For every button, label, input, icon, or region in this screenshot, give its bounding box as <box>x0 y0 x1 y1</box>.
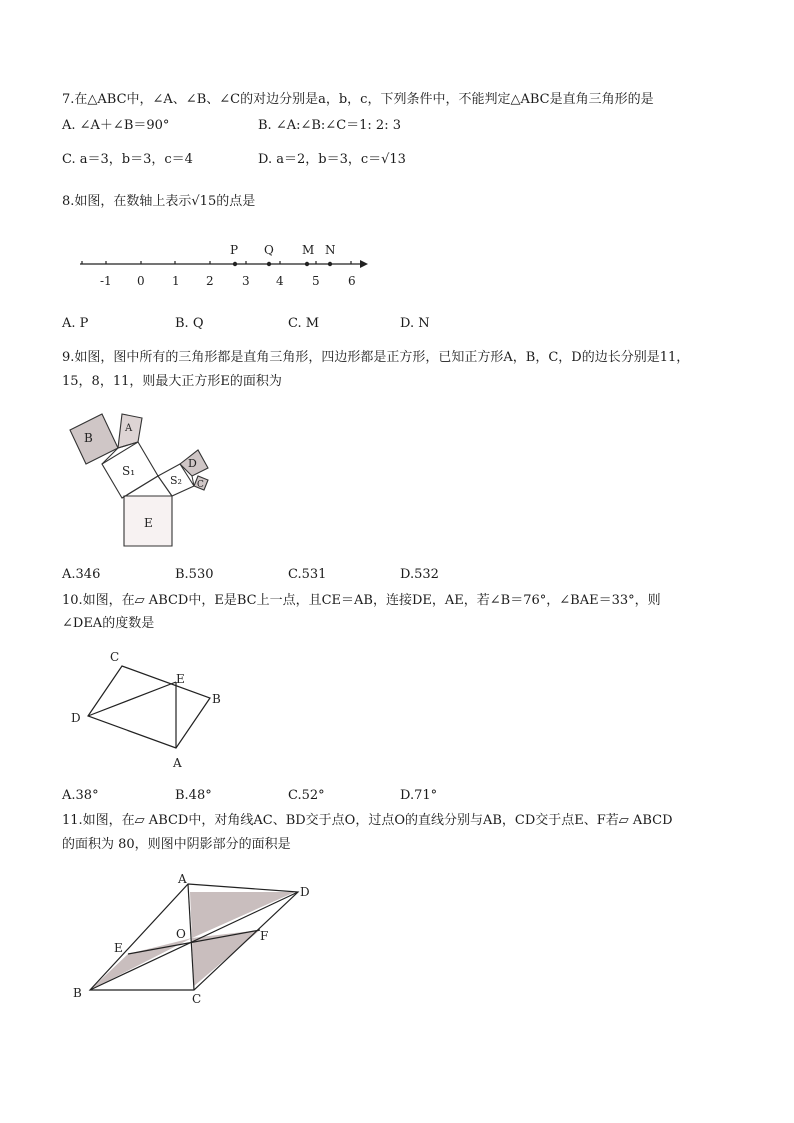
q9-option-a: A.346 <box>62 567 101 582</box>
q11-label-f: F <box>260 929 269 943</box>
q7-option-d: D. a＝2，b＝3，c＝√13 <box>258 152 406 167</box>
q8-tick-label: 6 <box>348 274 356 288</box>
q8-point-n <box>328 262 332 266</box>
q9-squares-figure <box>60 402 230 552</box>
q8-tick-label: 0 <box>137 274 145 288</box>
q8-tick-label: 1 <box>172 274 180 288</box>
q8-tick-label: 3 <box>242 274 250 288</box>
q9-label-c: C <box>197 480 204 490</box>
q11-label-o: O <box>176 927 186 941</box>
q10-stem-line1: 10.如图，在▱ ABCD中，E是BC上一点，且CE＝AB，连接DE，AE，若∠B＝76°，∠BAE＝33°，则 <box>62 593 661 608</box>
q11-label-c: C <box>192 992 202 1006</box>
q9-label-a: A <box>125 423 133 434</box>
q8-point-label: Q <box>264 243 274 257</box>
q8-option-b: B. Q <box>175 316 204 331</box>
q8-point-label: P <box>230 243 239 257</box>
q11-parallelogram-figure <box>60 870 330 1010</box>
q11-label-e: E <box>114 941 123 955</box>
q8-option-d: D. N <box>400 316 430 331</box>
q11-shade-aod <box>190 892 295 938</box>
q9-label-s1: S₁ <box>122 464 136 478</box>
q10-option-a: A.38° <box>62 788 99 803</box>
q11-label-b: B <box>73 986 82 1000</box>
q10-parallelogram-figure <box>60 644 240 774</box>
q11-label-a: A <box>178 872 187 886</box>
q11-shade-ofc <box>192 930 260 986</box>
q9-label-e: E <box>144 516 153 530</box>
q7-stem: 7.在△ABC中，∠A、∠B、∠C的对边分别是a，b，c，下列条件中，不能判定△ABC是直角三角形的是 <box>62 92 654 107</box>
q8-tick-label: 5 <box>312 274 320 288</box>
q10-label-b: B <box>212 692 221 706</box>
q8-option-c: C. M <box>288 316 320 331</box>
q10-label-d: D <box>71 711 81 725</box>
q10-label-e: E <box>176 672 185 686</box>
q11-stem-line1: 11.如图，在▱ ABCD中，对角线AC、BD交于点O，过点O的直线分别与AB，CD交于点E、F若▱ ABCD <box>62 813 673 828</box>
q10-parallelogram <box>88 666 210 748</box>
q8-point-m <box>305 262 309 266</box>
q11-stem-line2: 的面积为 80，则图中阴影部分的面积是 <box>62 837 291 852</box>
q8-tick-label: 2 <box>206 274 214 288</box>
q8-point-label: N <box>325 243 336 257</box>
q9-square-b <box>70 414 118 464</box>
q8-number-line-figure <box>60 236 380 296</box>
q8-point-label: M <box>302 243 315 257</box>
q7-option-c: C. a＝3，b＝3，c＝4 <box>62 152 193 167</box>
q9-label-s2: S₂ <box>170 474 182 487</box>
q8-point-p <box>233 262 237 266</box>
q9-stem-line1: 9.如图，图中所有的三角形都是直角三角形，四边形都是正方形，已知正方形A，B，C，D的边长分别是11， <box>62 350 690 365</box>
q7-option-a: A. ∠A＋∠B＝90° <box>62 118 170 133</box>
q10-label-a: A <box>173 756 182 770</box>
q9-option-c: C.531 <box>288 567 327 582</box>
q9-option-b: B.530 <box>175 567 214 582</box>
q10-option-b: B.48° <box>175 788 212 803</box>
q10-option-d: D.71° <box>400 788 438 803</box>
q8-point-q <box>267 262 271 266</box>
q8-tick-label: 4 <box>276 274 284 288</box>
q9-label-b: B <box>84 431 93 445</box>
q8-stem: 8.如图，在数轴上表示√15的点是 <box>62 194 256 209</box>
q8-tick-label: -1 <box>100 274 112 288</box>
q8-option-a: A. P <box>62 316 89 331</box>
q11-label-d: D <box>300 885 310 899</box>
q9-label-d: D <box>188 457 197 470</box>
q7-option-b: B. ∠A:∠B:∠C＝1: 2: 3 <box>258 118 401 133</box>
q10-option-c: C.52° <box>288 788 325 803</box>
q9-option-d: D.532 <box>400 567 439 582</box>
q9-stem-line2: 15，8，11，则最大正方形E的面积为 <box>62 374 282 389</box>
q10-label-c: C <box>110 650 120 664</box>
q10-stem-line2: ∠DEA的度数是 <box>62 616 155 631</box>
